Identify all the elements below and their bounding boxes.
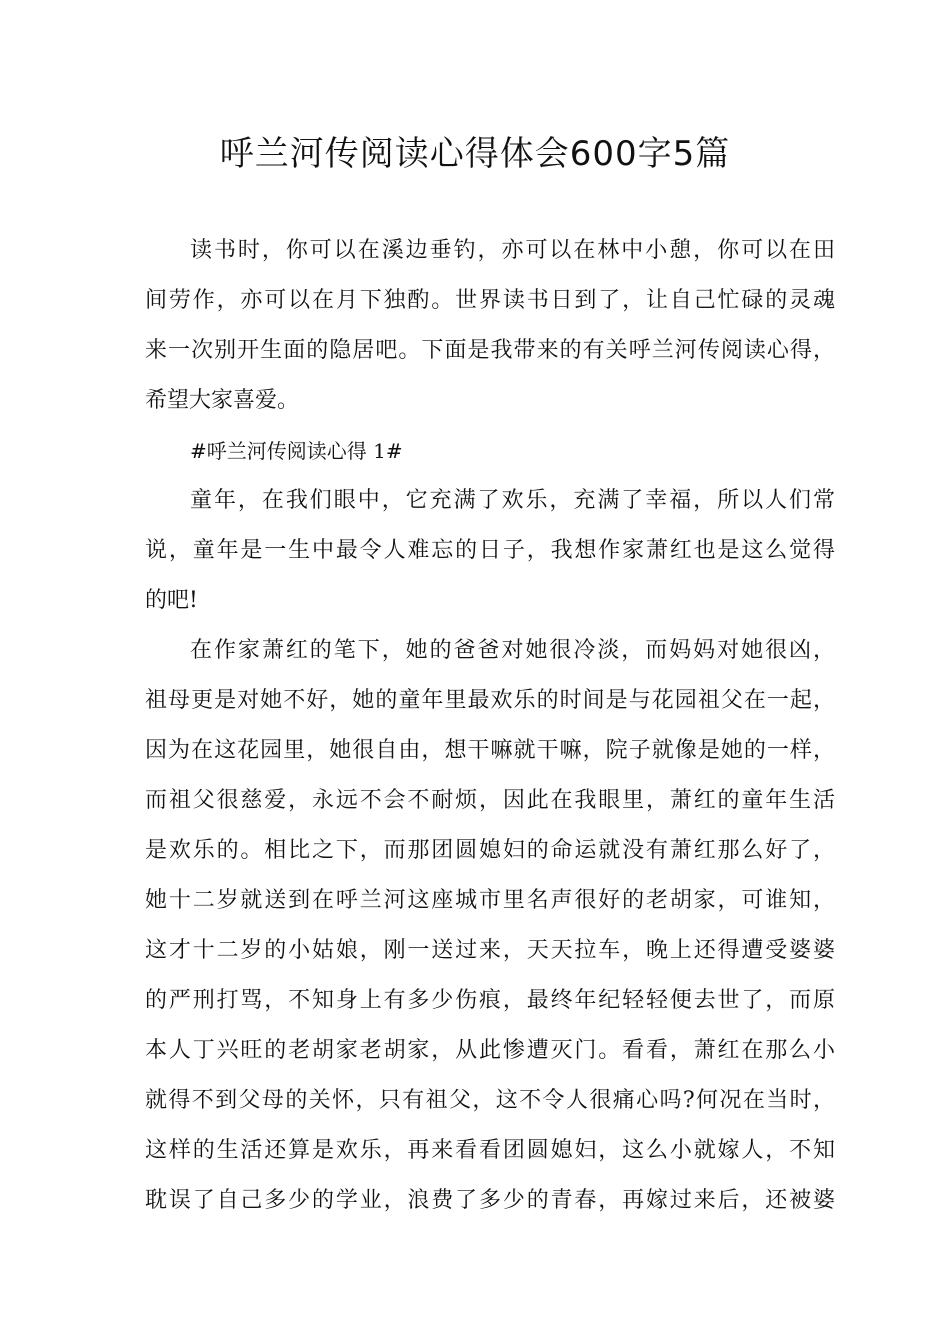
text-line: 这才十二岁的小姑娘，刚一送过来，天天拉车，晚上还得遭受婆婆 [145,938,835,963]
text-line: 耽误了自己多少的学业，浪费了多少的青春，再嫁过来后，还被婆 [145,1188,835,1213]
text-line: 她十二岁就送到在呼兰河这座城市里名声很好的老胡家，可谁知， [145,888,835,913]
text-line: 说，童年是一生中最令人难忘的日子，我想作家萧红也是这么觉得 [145,538,835,563]
text-line: 童年，在我们眼中，它充满了欢乐，充满了幸福，所以人们常 [190,488,835,513]
text-line: 间劳作，亦可以在月下独酌。世界读书日到了，让自己忙碌的灵魂 [145,288,835,313]
text-line: 读书时，你可以在溪边垂钓，亦可以在林中小憩，你可以在田 [190,238,835,263]
text-line: 希望大家喜爱。 [145,388,300,413]
section-heading: #呼兰河传阅读心得 1# [190,439,403,463]
text-line: 的吧! [145,588,198,613]
text-line: 而祖父很慈爱，永远不会不耐烦，因此在我眼里，萧红的童年生活 [145,788,835,813]
text-line: 祖母更是对她不好，她的童年里最欢乐的时间是与花园祖父在一起， [145,688,835,713]
text-line: 因为在这花园里，她很自由，想干嘛就干嘛，院子就像是她的一样， [145,738,835,763]
text-line: 的严刑打骂，不知身上有多少伤痕，最终年纪轻轻便去世了，而原 [145,988,835,1013]
document-title: 呼兰河传阅读心得体会600字5篇 [219,134,731,174]
text-line: 本人丁兴旺的老胡家老胡家，从此惨遭灭门。看看，萧红在那么小 [145,1038,835,1063]
text-line: 就得不到父母的关怀，只有祖父，这不令人很痛心吗?何况在当时， [145,1088,835,1113]
text-line: 是欢乐的。相比之下，而那团圆媳妇的命运就没有萧红那么好了， [145,838,835,863]
text-line: 这样的生活还算是欢乐，再来看看团圆媳妇，这么小就嫁人，不知 [145,1138,835,1163]
text-line: 来一次别开生面的隐居吧。下面是我带来的有关呼兰河传阅读心得， [145,338,835,363]
text-line: 在作家萧红的笔下，她的爸爸对她很冷淡，而妈妈对她很凶， [190,638,835,663]
